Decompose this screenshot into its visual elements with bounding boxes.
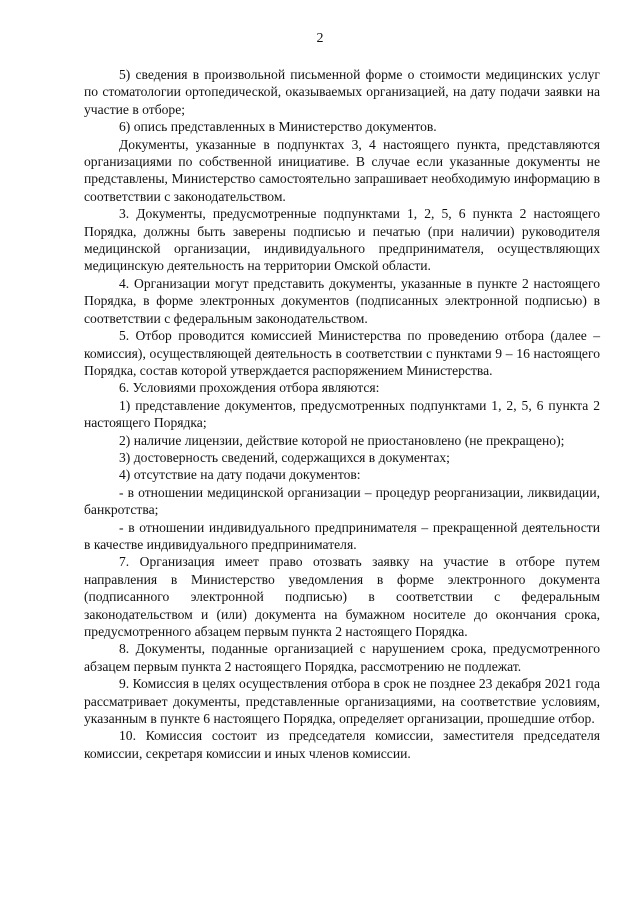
- paragraph-condition-1: 1) представление документов, предусмотренных подпунктами 1, 2, 5, 6 пункта 2 настоящего Порядка;: [84, 397, 600, 431]
- paragraph-clause-8: 8. Документы, поданные организацией с нарушением срока, предусмотренного абзацем первым пункта 2 настоящего Порядка, рассмотрению не подлежат.: [84, 641, 600, 674]
- paragraph-optional-documents: Документы, указанные в подпунктах 3, 4 настоящего пункта, представляются организациями по собственной инициативе. В случае если указанные документы не представлены, Министерство самостоятельно запрашивает необходимую информацию в соответствии с законодательством.: [84, 136, 600, 204]
- paragraph-clause-9: 9. Комиссия в целях осуществления отбора в срок не позднее 23 декабря 2021 года рассматривает документы, представленные организациями, на соответствие условиям, указанным в пункте 6 настоящего Порядка, определяет организации, прошедшие отбор.: [84, 676, 600, 727]
- paragraph-clause-3: 3. Документы, предусмотренные подпунктами 1, 2, 5, 6 пункта 2 настоящего Порядка, должны быть заверены подписью и печатью (при наличии) руководителя медицинской организации, индивидуального предпринимателя, осуществляющих медицинскую деятельность на территории Омской области.: [84, 206, 600, 274]
- paragraph-clause-7: 7. Организация имеет право отозвать заявку на участие в отборе путем направления в Министерство уведомления в форме электронного документа (подписанного электронной подписью) в соответствии с федеральным законодательством и (или) документа на бумажном носителе до окончания срока, предусмотренного абзацем первым пункта 2 настоящего Порядка.: [84, 554, 600, 639]
- page-number: 2: [316, 31, 324, 46]
- paragraph-condition-4-medical: - в отношении медицинской организации – процедур реорганизации, ликвидации, банкротства;: [84, 484, 600, 518]
- document-body: [84, 66, 600, 762]
- paragraph-clause-4: 4. Организации могут представить документы, указанные в пункте 2 настоящего Порядка, в форме электронных документов (подписанных электронной подписью) в соответствии с федеральным законодательством.: [84, 275, 600, 326]
- paragraph-clause-6: 6. Условиями прохождения отбора являются:: [119, 380, 380, 396]
- paragraph-condition-4-entrepreneur: - в отношении индивидуального предпринимателя – прекращенной деятельности в качестве индивидуального предпринимателя.: [84, 519, 600, 552]
- paragraph-condition-2: 2) наличие лицензии, действие которой не приостановлено (не прекращено);: [119, 432, 565, 448]
- paragraph-clause-5: 5. Отбор проводится комиссией Министерства по проведению отбора (далее – комиссия), осуществляющей деятельность в соответствии с пунктами 9 – 16 настоящего Порядка, состав которой утверждается распоряжением Министерства.: [84, 328, 600, 378]
- paragraph-item-6: 6) опись представленных в Министерство документов.: [119, 119, 437, 135]
- paragraph-clause-10: 10. Комиссия состоит из председателя комиссии, заместителя председателя комиссии, секретаря комиссии и иных членов комиссии.: [84, 728, 600, 761]
- paragraph-condition-4: 4) отсутствие на дату подачи документов:: [119, 467, 361, 483]
- paragraph-condition-3: 3) достоверность сведений, содержащихся в документах;: [119, 449, 450, 465]
- paragraph-item-5: 5) сведения в произвольной письменной форме о стоимости медицинских услуг по стоматологии ортопедической, оказываемых организацией, на дату подачи заявки на участие в отборе;: [84, 67, 600, 117]
